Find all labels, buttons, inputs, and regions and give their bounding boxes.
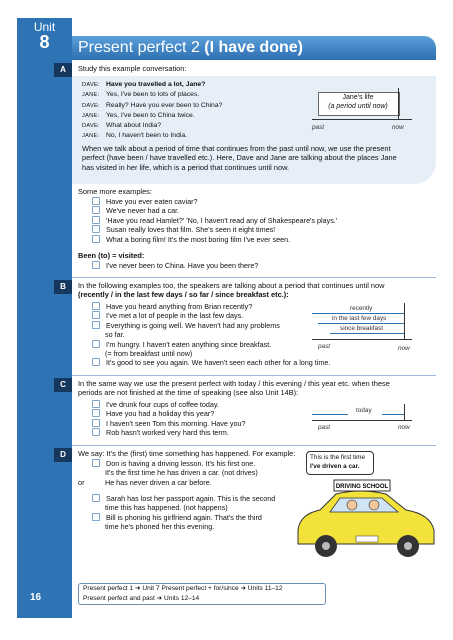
now-marker-b — [404, 303, 405, 340]
been-note: Been (to) = visited: — [78, 251, 145, 260]
examples-list-a — [92, 197, 337, 244]
page-title: Present perfect 2 (I have done) — [78, 39, 303, 56]
list-item: Have you had a holiday this year? — [92, 409, 245, 418]
section-b-intro: In the following examples too, the speakers are talking about a period that continues until now (recently / in the last few days / so far / since breakfast etc.): — [78, 281, 385, 300]
list-item: Have you ever eaten caviar? — [92, 197, 337, 206]
janes-life-label: Jane's life — [342, 94, 374, 101]
section-c-intro: In the same way we use the present perfect with today / this evening / this year etc. when these periods are not finished at the time of speaking (see also Unit 14B): — [78, 379, 390, 398]
list-item: Have you heard anything from Brian recently? — [92, 302, 330, 311]
today-arrow-right — [382, 414, 404, 415]
dialogue-line: JANE: Yes, I've been to China twice. — [82, 111, 195, 119]
section-a-letter: A — [54, 63, 72, 77]
driving-school-sign-text: DRIVING SCHOOL — [335, 484, 389, 490]
more-examples-label: Some more examples: — [78, 187, 152, 196]
section-b-letter: B — [54, 280, 72, 294]
dialogue-line: DAVE: Really? Have you ever been to China? — [82, 101, 223, 109]
section-d-letter: D — [54, 448, 72, 462]
section-c-letter: C — [54, 378, 72, 392]
list-item: He has never driven a car before. — [105, 477, 212, 487]
recently-arrow — [312, 313, 404, 314]
now-label-c: now — [398, 424, 410, 431]
timeline-c — [312, 420, 412, 421]
list-item: time he's phoned her this evening. — [105, 522, 215, 532]
dialogue-line: JANE: No, I haven't been to India. — [82, 132, 188, 140]
speech-bubble-text: This is the first time I've driven a car. — [310, 454, 366, 470]
now-label-b: now — [398, 345, 410, 352]
list-item: We've never had a car. — [92, 206, 337, 215]
sidebar-band — [17, 18, 72, 618]
divider-ab — [72, 277, 436, 278]
dialogue-line: DAVE: What about India? — [82, 122, 162, 130]
section-a-explanation: When we talk about a period of time that continues from the past until now, we use the present perfect (have been / have travelled etc.). Here, Dave and Jane are talking about the places Jane has visited in her life, which is a period that continues until now. — [82, 144, 397, 172]
last-few-days-label: in the last few days — [332, 315, 387, 322]
now-marker-c — [404, 404, 405, 421]
list-item: It's the first time he has driven a car. (not drives) — [105, 468, 258, 478]
list-item: (= from breakfast until now) — [105, 349, 193, 359]
list-item: What a boring film! It's the most boring film I've ever seen. — [92, 235, 337, 244]
past-label-a: past — [312, 124, 325, 131]
dialogue — [82, 80, 222, 142]
since-breakfast-arrow — [330, 333, 404, 334]
been-example: I've never been to China. Have you been there? — [92, 261, 258, 270]
today-arrow-left — [312, 414, 348, 415]
list-item: Sarah has lost her passport again. This is the second — [92, 494, 275, 503]
now-label-a: now — [392, 124, 404, 131]
list-item: I've met a lot of people in the last few days. — [92, 311, 330, 320]
list-item: Susan really loves that film. She's seen it eight times! — [92, 225, 337, 234]
or-label: or — [78, 478, 85, 487]
list-item: I haven't seen Tom this morning. Have you? — [92, 419, 245, 428]
driving-car-illustration — [290, 474, 440, 570]
recently-label: recently — [350, 305, 373, 312]
list-item: Don is having a driving lesson. It's his first one. — [92, 459, 258, 468]
past-label-c: past — [318, 424, 331, 431]
list-item: Bill is phoning his girlfriend again. That's the third — [92, 513, 275, 522]
list-item: I'm hungry. I haven't eaten anything since breakfast. — [92, 340, 330, 349]
page-number: 16 — [30, 592, 42, 603]
past-label-b: past — [318, 343, 331, 350]
list-item: It's good to see you again. We haven't seen each other for a long time. — [92, 358, 330, 367]
list-item: 'Have you read Hamlet?' 'No, I haven't read any of Shakespeare's plays.' — [92, 216, 337, 225]
examples-list-d — [92, 459, 258, 487]
janes-life-sublabel: (a period until now) — [328, 103, 388, 110]
now-marker-a — [398, 88, 399, 120]
examples-list-c — [92, 400, 245, 438]
dialogue-line: DAVE: Have you travelled a lot, Jane? — [82, 81, 206, 88]
divider-cd — [72, 445, 436, 446]
list-item: Rob hasn't worked very hard this term. — [92, 428, 245, 437]
list-item: so far. — [105, 330, 125, 340]
unit-label: Unit — [33, 20, 56, 34]
divider-bc — [72, 375, 436, 376]
section-a-intro: Study this example conversation: — [78, 64, 187, 73]
dialogue-line: JANE: Yes, I've been to lots of places. — [82, 91, 200, 99]
timeline-b — [312, 339, 412, 340]
examples-list-d2 — [92, 494, 275, 532]
list-item: Everything is going well. We haven't had any problems — [92, 321, 330, 330]
list-item: time this has happened. (not happens) — [105, 503, 228, 513]
last-few-days-arrow — [318, 323, 404, 324]
unit-number: 8 — [39, 32, 50, 52]
examples-list-b — [92, 302, 330, 368]
section-d-intro: We say: It's the (first) time something has happened. For example: — [78, 449, 296, 458]
cross-reference-box: Present perfect 1 ➜ Unit 7 Present perfect + for/since ➜ Units 11–12 Present perfect and past ➜ Units 12–14 — [78, 583, 326, 605]
since-breakfast-label: since breakfast — [340, 325, 383, 332]
timeline-a — [312, 119, 412, 120]
list-item: I've drunk four cups of coffee today. — [92, 400, 245, 409]
today-label: today — [356, 407, 372, 414]
